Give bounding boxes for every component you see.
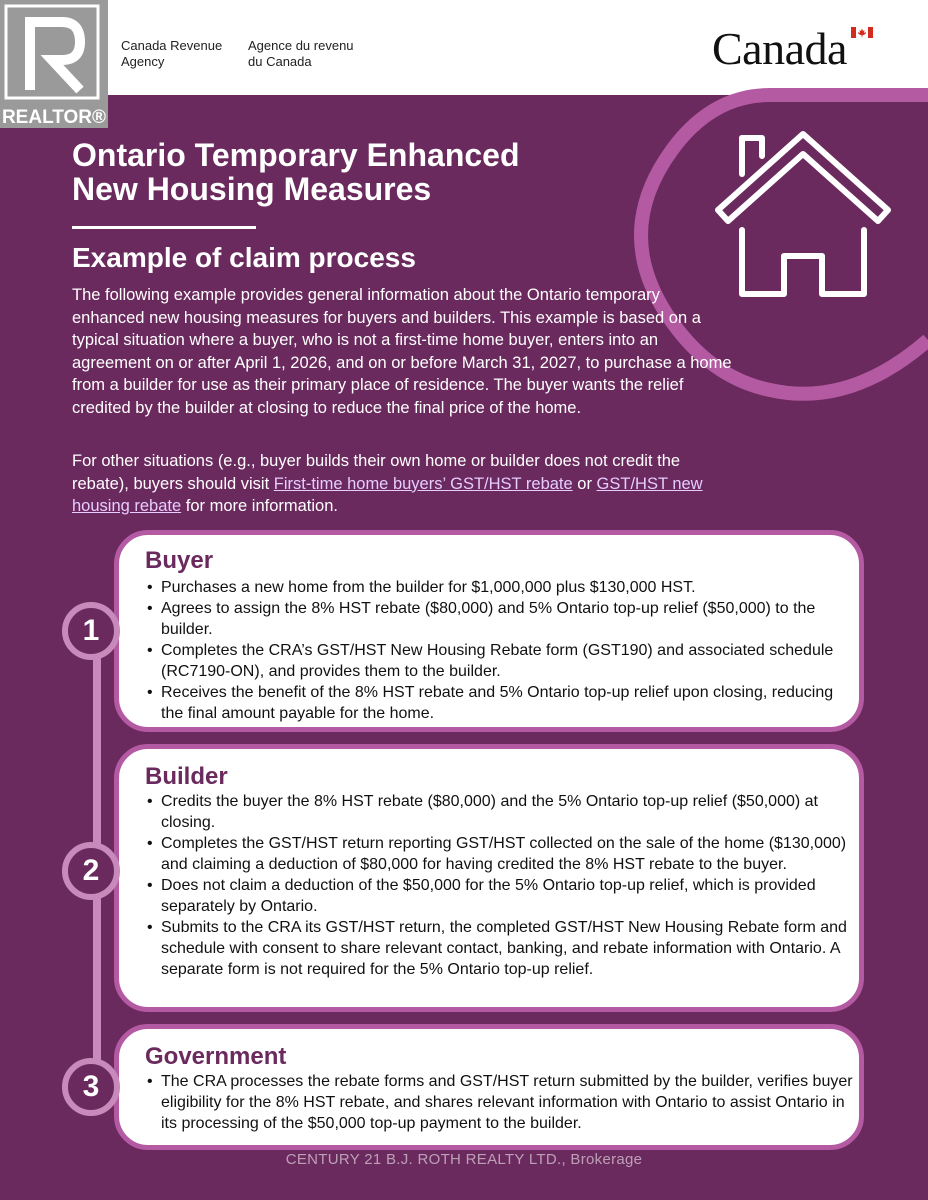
list-item: • Receives the benefit of the 8% HST rebate and 5% Ontario top-up relief upon closing, reducing the final amount payable for the home. [145,682,857,724]
intro-paragraph: The following example provides general information about the Ontario temporary enhanced new housing measures for buyers and builders. This example is based on a typical situation where a buyer, who is not a first-time home buyer, enters into an agreement on or after April 1, 2026, and on or before March 31, 2027, to purchase a home from a builder for use as their primary place of residence. The buyer wants the relief credited by the builder at closing to reduce the final price of the home. [72,286,732,417]
header-bar [0,0,928,95]
step-card-government [114,1024,864,1150]
agency-name-english: Canada Revenue Agency [121,38,223,69]
first-time-home-buyers-rebate-link[interactable]: First-time home buyers’ GST/HST rebate [273,474,573,493]
house-icon [712,128,894,300]
section-subtitle: Example of claim process [72,242,416,273]
agency-name-french: Agence du revenu du Canada [248,38,354,69]
step-card-buyer [114,530,864,732]
other-situations-paragraph: For other situations (e.g., buyer builds their own home or builder does not credit the rebate), buyers should visit First-time home buyers’ GST/HST rebate or GST/HST new housing rebate for more information. [72,452,703,515]
step-bullet-list [145,1071,857,1134]
new-housing-rebate-link[interactable]: GST/HST new housing rebate [72,474,703,515]
step-number-1: 1 [62,602,120,660]
step-number-3: 3 [62,1058,120,1116]
list-item: • Purchases a new home from the builder for $1,000,000 plus $130,000 HST. [145,577,857,598]
step-title: Builder [145,763,228,790]
step-title: Buyer [145,547,214,574]
svg-text:REALTOR®: REALTOR® [1,107,107,128]
step-number-2: 2 [62,842,120,900]
list-item: • Completes the GST/HST return reporting GST/HST collected on the sale of the home ($130,000) and claiming a deduction of $80,000 for having credited the 8% HST rebate to the buyer. [145,833,857,875]
canada-wordmark: Canada [712,23,847,74]
step-card-builder [114,744,864,1012]
list-item: • Does not claim a deduction of the $50,000 for the 5% Ontario top-up relief, which is provided separately by Ontario. [145,875,857,917]
list-item: • The CRA processes the rebate forms and GST/HST return submitted by the builder, verifies buyer eligibility for the 8% HST rebate, and shares relevant information with Ontario to assist Ontario in its processing of the $50,000 top-up payment to the builder. [145,1071,857,1134]
step-bullet-list [145,791,857,980]
title-divider [72,226,256,229]
page-title: Ontario Temporary Enhanced New Housing Measures [72,137,520,207]
realtor-logo-icon [0,0,108,128]
step-title: Government [145,1043,287,1070]
list-item: • Credits the buyer the 8% HST rebate ($80,000) and the 5% Ontario top-up relief ($50,000) at closing. [145,791,857,833]
list-item: • Agrees to assign the 8% HST rebate ($80,000) and 5% Ontario top-up relief ($50,000) to the builder. [145,598,857,640]
wordmark-flag-icon [851,27,873,38]
step-bullet-list [145,577,857,724]
list-item: • Completes the CRA’s GST/HST New Housing Rebate form (GST190) and associated schedule (RC7190-ON), and provides them to the builder. [145,640,857,682]
brokerage-watermark: CENTURY 21 B.J. ROTH REALTY LTD., Brokerage [285,1151,643,1168]
list-item: • Submits to the CRA its GST/HST return, the completed GST/HST New Housing Rebate form and schedule with consent to share relevant contact, banking, and rebate information with Ontario. A separate form is not required for the 5% Ontario top-up relief. [145,917,857,980]
